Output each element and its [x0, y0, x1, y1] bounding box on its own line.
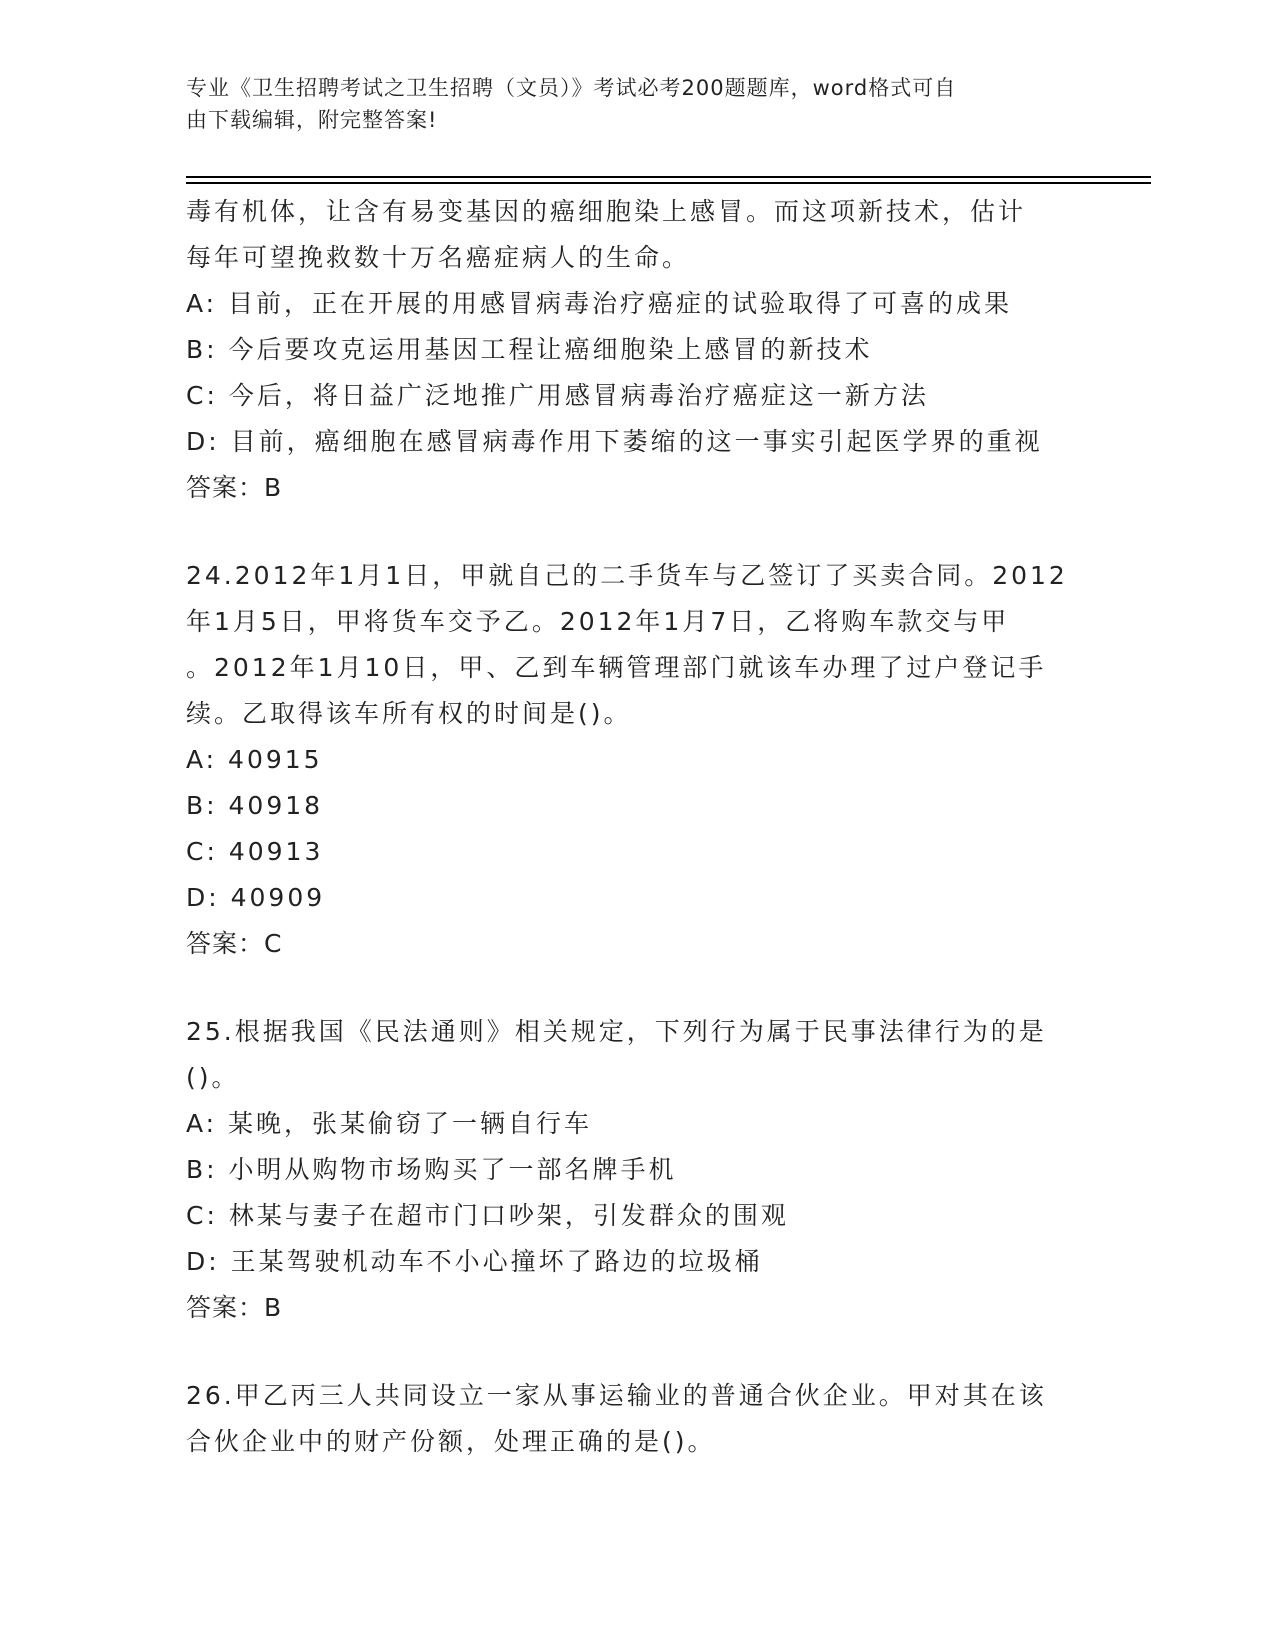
question-26	[186, 1373, 1106, 1465]
header-divider-bottom	[186, 182, 1151, 184]
question-text-line: 。2012年1月10日，甲、乙到车辆管理部门就该车办理了过户登记手	[186, 653, 1047, 682]
option-d: D: 40909	[186, 883, 326, 912]
answer-line: 答案：B	[186, 1293, 283, 1322]
option-d: D: 目前，癌细胞在感冒病毒作用下萎缩的这一事实引起医学界的重视	[186, 427, 1043, 456]
option-c: C: 林某与妻子在超市门口吵架，引发群众的围观	[186, 1201, 789, 1230]
header-divider-top	[186, 176, 1151, 178]
question-25	[186, 1009, 1106, 1331]
question-text-line: 25.根据我国《民法通则》相关规定，下列行为属于民事法律行为的是	[186, 1017, 1047, 1046]
header-line-1: 专业《卫生招聘考试之卫生招聘（文员）》考试必考200题题库，word格式可自	[186, 76, 957, 100]
spacer	[186, 1331, 1106, 1373]
option-a: A: 40915	[186, 745, 323, 774]
document-header	[186, 72, 1076, 136]
option-c: C: 今后，将日益广泛地推广用感冒病毒治疗癌症这一新方法	[186, 381, 929, 410]
option-b: B: 今后要攻克运用基因工程让癌细胞染上感冒的新技术	[186, 335, 873, 364]
option-b: B: 小明从购物市场购买了一部名牌手机	[186, 1155, 677, 1184]
question-text-line: 24.2012年1月1日，甲就自己的二手货车与乙签订了买卖合同。2012	[186, 561, 1068, 590]
question-text-line: 26.甲乙丙三人共同设立一家从事运输业的普通合伙企业。甲对其在该	[186, 1381, 1047, 1410]
option-d: D: 王某驾驶机动车不小心撞坏了路边的垃圾桶	[186, 1247, 763, 1276]
answer-line: 答案：C	[186, 929, 283, 958]
question-text-line: 年1月5日，甲将货车交予乙。2012年1月7日，乙将购车款交与甲	[186, 607, 1010, 636]
question-text-line: 续。乙取得该车所有权的时间是()。	[186, 699, 632, 728]
header-line-2: 由下载编辑，附完整答案!	[186, 108, 438, 132]
answer-line: 答案：B	[186, 473, 283, 502]
question-text-line: 毒有机体，让含有易变基因的癌细胞染上感冒。而这项新技术，估计	[186, 197, 1027, 226]
question-text-line: 每年可望挽救数十万名癌症病人的生命。	[186, 243, 691, 272]
question-text-line: 合伙企业中的财产份额，处理正确的是()。	[186, 1427, 716, 1456]
option-c: C: 40913	[186, 837, 324, 866]
document-body	[186, 189, 1106, 1465]
question-text-line: ()。	[186, 1063, 240, 1092]
option-b: B: 40918	[186, 791, 324, 820]
option-a: A: 某晚，张某偷窃了一辆自行车	[186, 1109, 593, 1138]
spacer	[186, 967, 1106, 1009]
question-23-continuation	[186, 189, 1106, 511]
question-24	[186, 553, 1106, 967]
spacer	[186, 511, 1106, 553]
option-a: A: 目前，正在开展的用感冒病毒治疗癌症的试验取得了可喜的成果	[186, 289, 1013, 318]
